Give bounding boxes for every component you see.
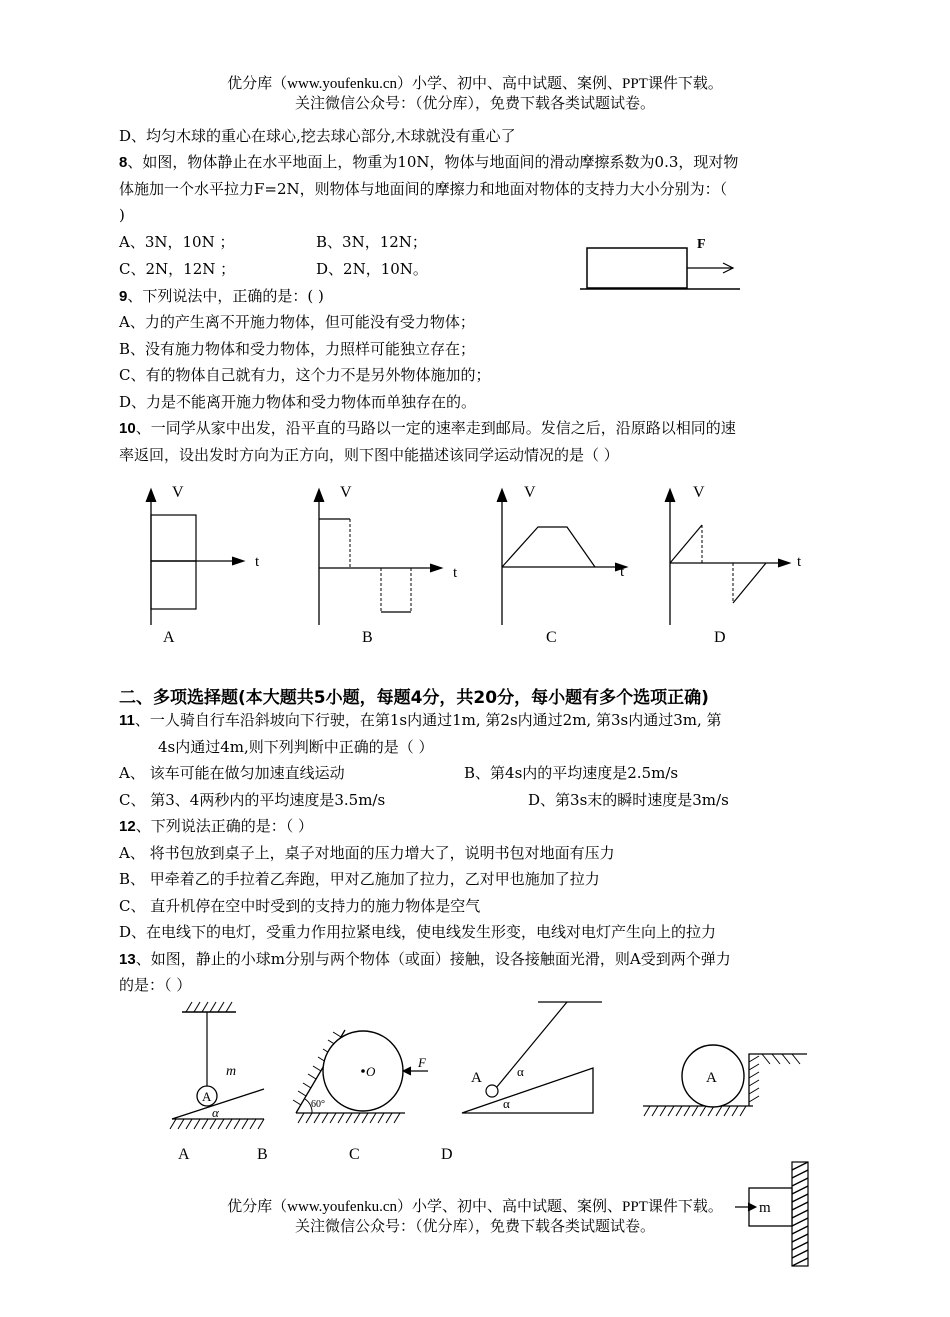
graph-b-label: B (362, 629, 373, 646)
footer-block-label: m (759, 1200, 771, 1216)
q8-option-c: C、2N，12N ； (119, 260, 236, 278)
q8-text-3: ) (119, 206, 125, 224)
q8-option-d: D、2N，10N。 (316, 260, 428, 278)
q11-option-a: A、 该车可能在做匀加速直线运动 (119, 764, 345, 782)
graph-b-t: t (453, 565, 458, 581)
q13-text-2: 的是：（ ） (119, 976, 192, 994)
q11-text-1 (119, 710, 722, 731)
q10-text-2: 率返回，设出发时方向为正方向，则下图中能描述该同学运动情况的是（ ） (119, 446, 619, 464)
fig-c-angle-1: α (517, 1064, 524, 1079)
q13-number: 13 (119, 951, 136, 968)
graph-d-t: t (797, 554, 802, 570)
footer-line-2: 关注微信公众号：（优分库），免费下载各类试题试卷。 (294, 1219, 655, 1235)
graph-c-label: C (546, 629, 557, 646)
q9-option-c: C、有的物体自己就有力，这个力不是另外物体施加的； (119, 366, 491, 384)
q10-graphs (120, 475, 840, 655)
footer-line-1: 优分库（www.youfenku.cn）小学、初中、高中试题、案例、PPT课件下载。 (227, 1199, 723, 1215)
fig-c-angle-2: α (503, 1096, 510, 1111)
graph-d-v: V (693, 484, 705, 501)
q9-stem: 、下列说法中，正确的是：( ) (127, 287, 324, 305)
header-line-1: 优分库（www.youfenku.cn）小学、初中、高中试题、案例、PPT课件下载。 (227, 76, 723, 92)
block (587, 248, 687, 288)
q13-text-1 (119, 949, 731, 970)
q10-number: 10 (119, 420, 136, 437)
graph-b-v: V (340, 484, 352, 501)
fig-b-center-label: O (366, 1064, 376, 1079)
q13-figures (160, 995, 820, 1170)
force-label: F (697, 237, 706, 252)
header-line-2: 关注微信公众号：（优分库），免费下载各类试题试卷。 (294, 96, 655, 112)
q13-label-d: D (441, 1146, 453, 1163)
fig-a-mass-label: m (226, 1064, 237, 1079)
q8-text-1 (119, 152, 738, 173)
graph-c-t: t (620, 564, 625, 580)
q11-number: 11 (119, 712, 135, 729)
q9-text (119, 286, 324, 307)
q8-option-a: A、3N，10N ； (119, 233, 235, 251)
q8-stem-1: 、如图，物体静止在水平地面上，物重为10N，物体与地面间的滑动摩擦系数为0.3，现对物 (127, 153, 739, 171)
graph-c-v: V (524, 484, 536, 501)
q9-option-d: D、力是不能离开施力物体和受力物体而单独存在的。 (119, 393, 477, 411)
graph-c (497, 484, 627, 646)
q9-number: 9 (119, 288, 128, 305)
q13-label-a: A (178, 1146, 190, 1163)
q13-stem-1: 、如图，静止的小球m分别与两个物体（或面）接触，设各接触面光滑，则A受到两个弹力 (135, 950, 731, 968)
q10-text-1 (119, 418, 736, 439)
q10-stem-1: 、一同学从家中出发，沿平直的马路以一定的速率走到邮局。发信之后，沿原路以相同的速 (135, 419, 736, 437)
fig-b-ball-wall (293, 1030, 428, 1123)
q12-stem: 、下列说法正确的是：（ ） (135, 817, 313, 835)
graph-a-t: t (255, 554, 260, 570)
fig-a-angle: α (212, 1105, 219, 1120)
q11-stem-1: 、一人骑自行车沿斜坡向下行驶，在第1s内通过1m, 第2s内通过2m, 第3s内通过3m, 第 (134, 711, 722, 729)
q12-text (119, 816, 313, 837)
q11-text-2: 4s内通过4m,则下列判断中正确的是（ ） (158, 738, 434, 756)
fig-c-ball-label: A (471, 1070, 482, 1086)
fig-d-ball-step (643, 1045, 807, 1116)
q8-text-2: 体施加一个水平拉力F=2N，则物体与地面间的摩擦力和地面对物体的支持力大小分别为：（ (119, 180, 728, 198)
q9-option-b: B、没有施力物体和受力物体，力照样可能独立存在； (119, 340, 476, 358)
q9-option-a: A、力的产生离不开施力物体，但可能没有受力物体； (119, 313, 475, 331)
q12-option-c: C、 直升机停在空中时受到的支持力的施力物体是空气 (119, 897, 481, 915)
fig-b-force-label: F (418, 1055, 426, 1070)
footer-block-figure (735, 1160, 815, 1270)
fig-a-ball-label: A (202, 1089, 212, 1104)
graph-d (665, 484, 802, 646)
q11-option-d: D、第3s末的瞬时速度是3m/s (528, 791, 729, 809)
q8-block-figure (575, 232, 745, 302)
q8-number: 8 (119, 154, 128, 171)
q13-label-b: B (257, 1146, 268, 1163)
fig-c-incline-string (462, 1002, 602, 1113)
q8-option-b: B、3N，12N； (316, 233, 427, 251)
fig-d-ball-label: A (706, 1070, 717, 1086)
q12-number: 12 (119, 818, 136, 835)
graph-d-label: D (714, 629, 726, 646)
fig-a-hanging-ball (170, 1002, 264, 1129)
graph-b (314, 484, 458, 646)
fig-b-angle: 60° (311, 1099, 325, 1110)
q12-option-b: B、 甲牵着乙的手拉着乙奔跑，甲对乙施加了拉力，乙对甲也施加了拉力 (119, 870, 600, 888)
q11-option-b: B、第4s内的平均速度是2.5m/s (464, 764, 679, 782)
q11-option-c: C、 第3、4两秒内的平均速度是3.5m/s (119, 791, 386, 809)
q13-label-c: C (349, 1146, 360, 1163)
q7-option-d: D、均匀木球的重心在球心,挖去球心部分,木球就没有重心了 (119, 127, 516, 145)
section-2-title: 二、多项选择题(本大题共5小题，每题4分，共20分，每小题有多个选项正确) (119, 688, 709, 708)
graph-a-v: V (172, 484, 184, 501)
q12-option-d: D、在电线下的电灯，受重力作用拉紧电线，使电线发生形变，电线对电灯产生向上的拉力 (119, 923, 717, 941)
graph-a-label: A (163, 629, 175, 646)
q12-option-a: A、 将书包放到桌子上，桌子对地面的压力增大了，说明书包对地面有压力 (119, 844, 615, 862)
graph-a (146, 484, 260, 646)
